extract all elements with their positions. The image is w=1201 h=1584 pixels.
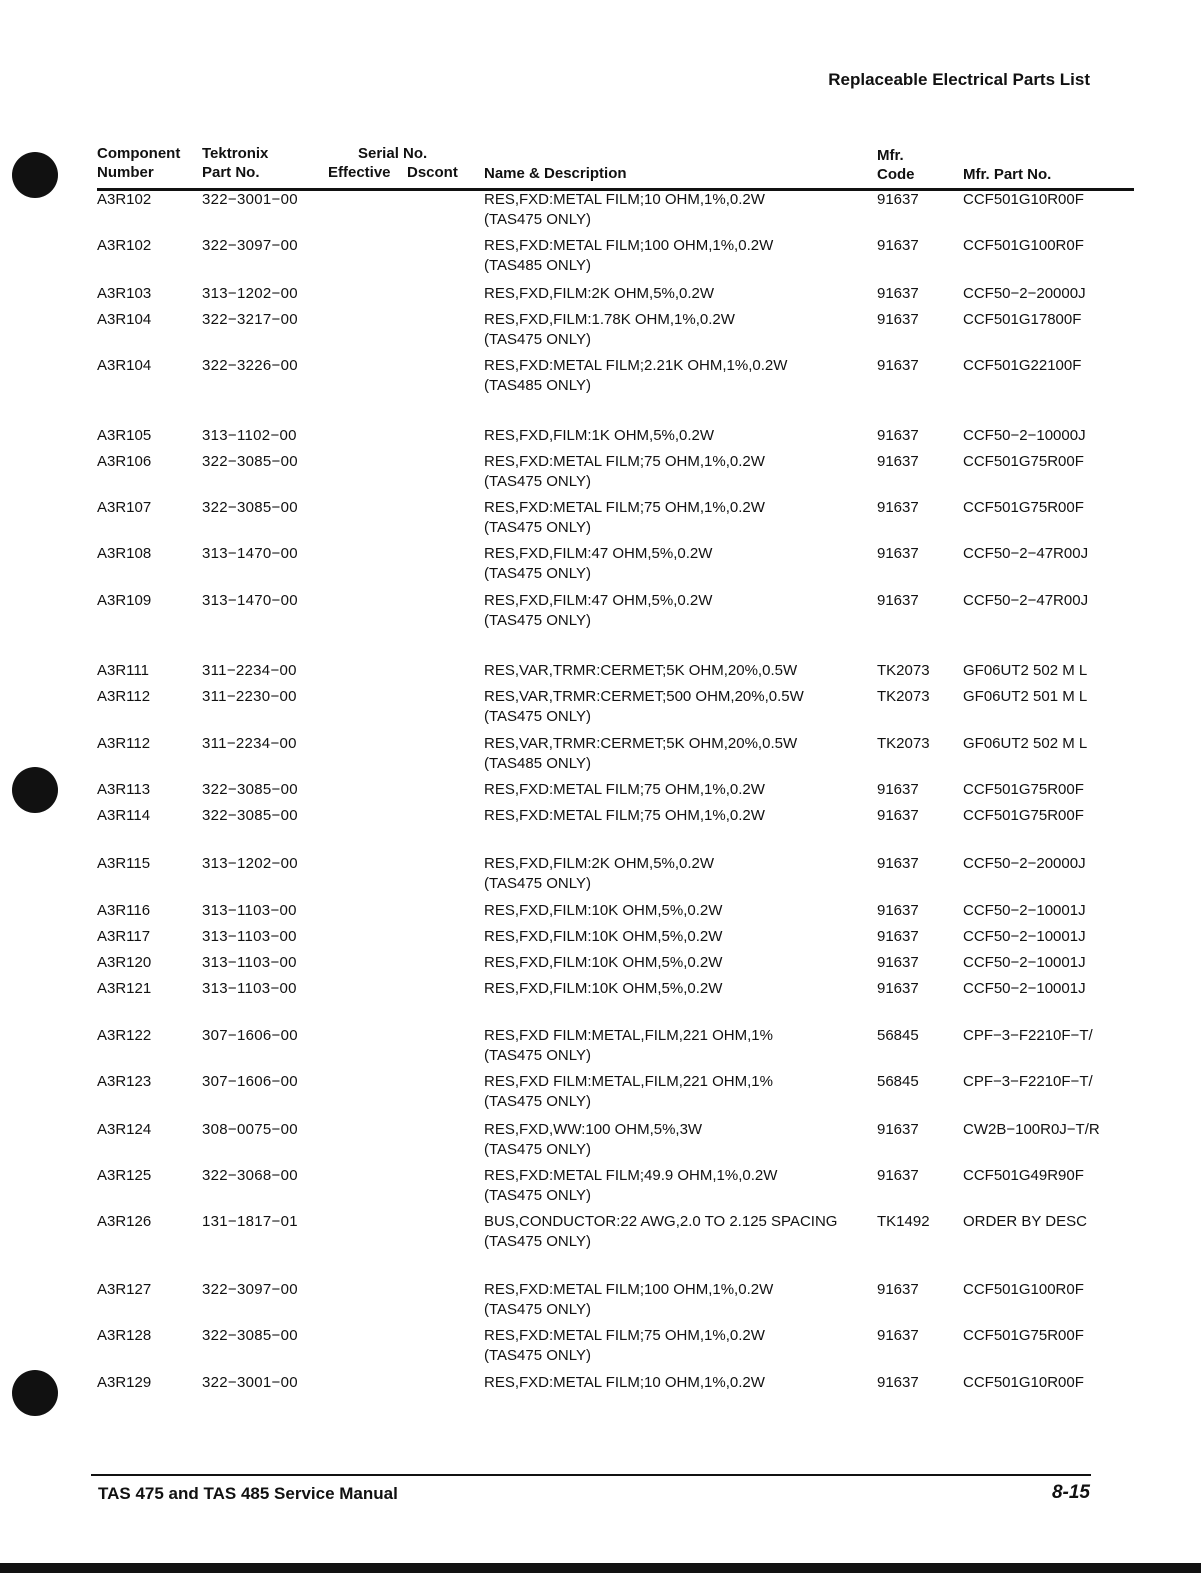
mfr-part-no: CCF50−2−10001J <box>963 954 1086 971</box>
mfr-code: 56845 <box>877 1073 919 1090</box>
component-number: A3R106 <box>97 453 152 470</box>
component-number: A3R104 <box>97 357 152 374</box>
mfr-code: 91637 <box>877 453 919 470</box>
footer-manual-title: TAS 475 and TAS 485 Service Manual <box>98 1484 398 1503</box>
mfr-code: 91637 <box>877 427 919 444</box>
component-number: A3R129 <box>97 1374 152 1391</box>
description-note: (TAS475 ONLY) <box>484 1093 591 1110</box>
tektronix-part-no: 322−3068−00 <box>202 1167 298 1184</box>
mfr-code: TK2073 <box>877 735 930 752</box>
description-cell <box>484 284 714 304</box>
mfr-part-no: CCF501G75R00F <box>963 1327 1084 1344</box>
mfr-code: 91637 <box>877 1327 919 1344</box>
mfr-code: 91637 <box>877 1121 919 1138</box>
col-tektronix-line2: Part No. <box>202 164 260 181</box>
description-cell <box>484 1166 777 1206</box>
description-text: RES,FXD:METAL FILM;75 OHM,1%,0.2W <box>484 499 765 516</box>
component-number: A3R114 <box>97 807 151 824</box>
mfr-code: 91637 <box>877 1167 919 1184</box>
col-serial-effective: Effective <box>328 164 391 181</box>
component-number: A3R122 <box>97 1027 152 1044</box>
page-header-title: Replaceable Electrical Parts List <box>828 70 1090 89</box>
description-cell <box>484 854 714 894</box>
component-number: A3R105 <box>97 427 152 444</box>
mfr-part-no: CPF−3−F2210F−T/ <box>963 1027 1093 1044</box>
description-cell <box>484 1072 773 1112</box>
mfr-part-no: CCF501G75R00F <box>963 781 1084 798</box>
col-mfr-part-no: Mfr. Part No. <box>963 166 1052 183</box>
component-number: A3R108 <box>97 545 152 562</box>
description-text: RES,FXD,FILM:47 OHM,5%,0.2W <box>484 592 713 609</box>
tektronix-part-no: 313−1103−00 <box>202 928 297 945</box>
description-cell <box>484 498 765 538</box>
mfr-part-no: CCF501G10R00F <box>963 191 1084 208</box>
tektronix-part-no: 313−1103−00 <box>202 954 297 971</box>
description-note: (TAS475 ONLY) <box>484 1141 591 1158</box>
mfr-part-no: GF06UT2 501 M L <box>963 688 1088 705</box>
description-cell <box>484 687 804 727</box>
description-text: RES,VAR,TRMR:CERMET;500 OHM,20%,0.5W <box>484 688 804 705</box>
col-serial-line1: Serial No. <box>358 145 428 162</box>
col-component-line2: Number <box>97 164 154 181</box>
tektronix-part-no: 313−1470−00 <box>202 592 298 609</box>
description-note: (TAS475 ONLY) <box>484 1047 591 1064</box>
description-text: RES,FXD,FILM:2K OHM,5%,0.2W <box>484 855 715 872</box>
tektronix-part-no: 322−3085−00 <box>202 453 298 470</box>
description-text: RES,FXD:METAL FILM;75 OHM,1%,0.2W <box>484 1327 765 1344</box>
binder-hole <box>12 767 58 813</box>
description-text: RES,FXD:METAL FILM;10 OHM,1%,0.2W <box>484 1374 765 1391</box>
description-text: RES,FXD:METAL FILM;75 OHM,1%,0.2W <box>484 453 765 470</box>
description-cell <box>484 544 712 584</box>
description-text: RES,FXD,FILM:2K OHM,5%,0.2W <box>484 285 715 302</box>
description-text: RES,FXD,WW:100 OHM,5%,3W <box>484 1121 703 1138</box>
component-number: A3R116 <box>97 902 151 919</box>
component-number: A3R107 <box>97 499 152 516</box>
description-cell <box>484 661 797 681</box>
col-tektronix-line1: Tektronix <box>202 145 269 162</box>
mfr-code: 91637 <box>877 311 919 328</box>
footer-page-number: 8-15 <box>1051 1482 1090 1503</box>
tektronix-part-no: 322−3085−00 <box>202 1327 298 1344</box>
description-text: RES,VAR,TRMR:CERMET;5K OHM,20%,0.5W <box>484 735 798 752</box>
description-cell <box>484 927 722 947</box>
description-text: RES,FXD:METAL FILM;75 OHM,1%,0.2W <box>484 807 765 824</box>
mfr-part-no: CCF50−2−20000J <box>963 285 1086 302</box>
mfr-part-no: CCF501G75R00F <box>963 453 1084 470</box>
description-cell <box>484 901 722 921</box>
description-text: RES,FXD:METAL FILM;75 OHM,1%,0.2W <box>484 781 765 798</box>
component-number: A3R127 <box>97 1281 152 1298</box>
mfr-code: 91637 <box>877 781 919 798</box>
tektronix-part-no: 313−1202−00 <box>202 285 298 302</box>
description-cell <box>484 452 765 492</box>
mfr-part-no: CCF50−2−10001J <box>963 980 1086 997</box>
description-text: RES,VAR,TRMR:CERMET;5K OHM,20%,0.5W <box>484 662 798 679</box>
mfr-part-no: CCF501G17800F <box>963 311 1082 328</box>
description-text: RES,FXD FILM:METAL,FILM,221 OHM,1% <box>484 1027 773 1044</box>
mfr-part-no: CCF50−2−47R00J <box>963 545 1089 562</box>
tektronix-part-no: 313−1103−00 <box>202 902 297 919</box>
description-note: (TAS475 ONLY) <box>484 1233 591 1250</box>
mfr-part-no: CCF501G100R0F <box>963 1281 1084 1298</box>
col-mfr-line1: Mfr. <box>877 147 904 164</box>
description-text: RES,FXD,FILM:10K OHM,5%,0.2W <box>484 954 723 971</box>
description-text: RES,FXD,FILM:10K OHM,5%,0.2W <box>484 902 723 919</box>
component-number: A3R103 <box>97 285 152 302</box>
mfr-code: TK1492 <box>877 1213 930 1230</box>
description-note: (TAS475 ONLY) <box>484 1347 591 1364</box>
description-note: (TAS475 ONLY) <box>484 565 591 582</box>
col-mfr-line2: Code <box>877 166 915 183</box>
col-name-description: Name & Description <box>484 165 627 182</box>
col-component-line1: Component <box>97 145 181 162</box>
mfr-part-no: CPF−3−F2210F−T/ <box>963 1073 1093 1090</box>
scan-edge-band <box>0 1563 1201 1573</box>
description-text: RES,FXD,FILM:10K OHM,5%,0.2W <box>484 928 723 945</box>
tektronix-part-no: 313−1103−00 <box>202 980 297 997</box>
mfr-code: 91637 <box>877 807 919 824</box>
mfr-part-no: CCF50−2−10000J <box>963 427 1086 444</box>
mfr-code: 91637 <box>877 855 919 872</box>
description-cell <box>484 310 735 350</box>
description-text: RES,FXD,FILM:1K OHM,5%,0.2W <box>484 427 715 444</box>
mfr-part-no: CW2B−100R0J−T/R <box>963 1121 1100 1138</box>
col-serial-dscont: Dscont <box>407 164 458 181</box>
description-text: BUS,CONDUCTOR:22 AWG,2.0 TO 2.125 SPACING <box>484 1213 838 1230</box>
footer-rule <box>91 1474 1091 1476</box>
tektronix-part-no: 311−2234−00 <box>202 662 297 679</box>
tektronix-part-no: 307−1606−00 <box>202 1073 298 1090</box>
mfr-part-no: CCF50−2−10001J <box>963 928 1086 945</box>
tektronix-part-no: 322−3097−00 <box>202 1281 298 1298</box>
mfr-code: 56845 <box>877 1027 919 1044</box>
binder-hole <box>12 1370 58 1416</box>
mfr-code: 91637 <box>877 357 919 374</box>
component-number: A3R109 <box>97 592 152 609</box>
description-note: (TAS475 ONLY) <box>484 1187 591 1204</box>
mfr-code: 91637 <box>877 499 919 516</box>
description-cell <box>484 356 787 396</box>
description-cell <box>484 591 712 631</box>
mfr-part-no: CCF501G75R00F <box>963 499 1084 516</box>
mfr-code: 91637 <box>877 237 919 254</box>
mfr-part-no: CCF501G49R90F <box>963 1167 1084 1184</box>
tektronix-part-no: 322−3085−00 <box>202 499 298 516</box>
tektronix-part-no: 322−3217−00 <box>202 311 298 328</box>
description-note: (TAS485 ONLY) <box>484 755 591 772</box>
mfr-part-no: CCF501G100R0F <box>963 237 1084 254</box>
tektronix-part-no: 307−1606−00 <box>202 1027 298 1044</box>
description-note: (TAS475 ONLY) <box>484 875 591 892</box>
mfr-code: 91637 <box>877 1281 919 1298</box>
description-note: (TAS475 ONLY) <box>484 1301 591 1318</box>
mfr-part-no: CCF501G22100F <box>963 357 1082 374</box>
mfr-code: 91637 <box>877 592 919 609</box>
tektronix-part-no: 131−1817−01 <box>202 1213 298 1230</box>
description-cell <box>484 1373 765 1393</box>
description-cell <box>484 979 722 999</box>
component-number: A3R124 <box>97 1121 152 1138</box>
description-text: RES,FXD:METAL FILM;100 OHM,1%,0.2W <box>484 237 774 254</box>
tektronix-part-no: 322−3085−00 <box>202 807 298 824</box>
description-text: RES,FXD,FILM:1.78K OHM,1%,0.2W <box>484 311 735 328</box>
tektronix-part-no: 322−3001−00 <box>202 1374 298 1391</box>
description-text: RES,FXD,FILM:47 OHM,5%,0.2W <box>484 545 713 562</box>
description-note: (TAS485 ONLY) <box>484 257 591 274</box>
component-number: A3R104 <box>97 311 152 328</box>
mfr-part-no: ORDER BY DESC <box>963 1213 1087 1230</box>
mfr-part-no: CCF501G10R00F <box>963 1374 1084 1391</box>
description-note: (TAS475 ONLY) <box>484 708 591 725</box>
mfr-code: 91637 <box>877 191 919 208</box>
tektronix-part-no: 313−1102−00 <box>202 427 297 444</box>
component-number: A3R126 <box>97 1213 152 1230</box>
component-number: A3R125 <box>97 1167 152 1184</box>
component-number: A3R111 <box>97 662 149 679</box>
mfr-part-no: CCF50−2−20000J <box>963 855 1086 872</box>
tektronix-part-no: 311−2230−00 <box>202 688 297 705</box>
description-note: (TAS475 ONLY) <box>484 519 591 536</box>
component-number: A3R123 <box>97 1073 152 1090</box>
description-cell <box>484 426 714 446</box>
mfr-code: 91637 <box>877 928 919 945</box>
component-number: A3R115 <box>97 855 151 872</box>
description-cell <box>484 1326 765 1366</box>
mfr-code: 91637 <box>877 545 919 562</box>
description-note: (TAS475 ONLY) <box>484 331 591 348</box>
tektronix-part-no: 322−3097−00 <box>202 237 298 254</box>
description-cell <box>484 780 765 800</box>
description-cell <box>484 1026 773 1066</box>
description-text: RES,FXD:METAL FILM;10 OHM,1%,0.2W <box>484 191 765 208</box>
description-cell <box>484 953 722 973</box>
component-number: A3R113 <box>97 781 151 798</box>
mfr-part-no: GF06UT2 502 M L <box>963 735 1088 752</box>
column-headers <box>0 144 1201 188</box>
tektronix-part-no: 313−1470−00 <box>202 545 298 562</box>
description-note: (TAS485 ONLY) <box>484 377 591 394</box>
description-text: RES,FXD:METAL FILM;2.21K OHM,1%,0.2W <box>484 357 788 374</box>
mfr-part-no: GF06UT2 502 M L <box>963 662 1088 679</box>
component-number: A3R102 <box>97 191 152 208</box>
description-note: (TAS475 ONLY) <box>484 473 591 490</box>
tektronix-part-no: 311−2234−00 <box>202 735 297 752</box>
description-cell <box>484 190 765 230</box>
description-note: (TAS475 ONLY) <box>484 612 591 629</box>
component-number: A3R112 <box>97 688 151 705</box>
description-cell <box>484 1120 702 1160</box>
mfr-code: 91637 <box>877 954 919 971</box>
mfr-part-no: CCF501G75R00F <box>963 807 1084 824</box>
mfr-code: 91637 <box>877 902 919 919</box>
tektronix-part-no: 322−3226−00 <box>202 357 298 374</box>
description-cell <box>484 734 797 774</box>
component-number: A3R117 <box>97 928 151 945</box>
component-number: A3R112 <box>97 735 151 752</box>
description-text: RES,FXD:METAL FILM;49.9 OHM,1%,0.2W <box>484 1167 778 1184</box>
description-cell <box>484 1212 837 1252</box>
description-cell <box>484 1280 773 1320</box>
mfr-part-no: CCF50−2−47R00J <box>963 592 1089 609</box>
description-cell <box>484 236 773 276</box>
component-number: A3R121 <box>97 980 152 997</box>
component-number: A3R120 <box>97 954 152 971</box>
tektronix-part-no: 308−0075−00 <box>202 1121 298 1138</box>
description-text: RES,FXD FILM:METAL,FILM,221 OHM,1% <box>484 1073 773 1090</box>
description-text: RES,FXD,FILM:10K OHM,5%,0.2W <box>484 980 723 997</box>
mfr-code: TK2073 <box>877 662 930 679</box>
description-note: (TAS475 ONLY) <box>484 211 591 228</box>
mfr-part-no: CCF50−2−10001J <box>963 902 1086 919</box>
mfr-code: 91637 <box>877 980 919 997</box>
component-number: A3R102 <box>97 237 152 254</box>
component-number: A3R128 <box>97 1327 152 1344</box>
description-cell <box>484 806 765 826</box>
mfr-code: 91637 <box>877 1374 919 1391</box>
tektronix-part-no: 313−1202−00 <box>202 855 298 872</box>
tektronix-part-no: 322−3001−00 <box>202 191 298 208</box>
description-text: RES,FXD:METAL FILM;100 OHM,1%,0.2W <box>484 1281 774 1298</box>
tektronix-part-no: 322−3085−00 <box>202 781 298 798</box>
mfr-code: TK2073 <box>877 688 930 705</box>
mfr-code: 91637 <box>877 285 919 302</box>
